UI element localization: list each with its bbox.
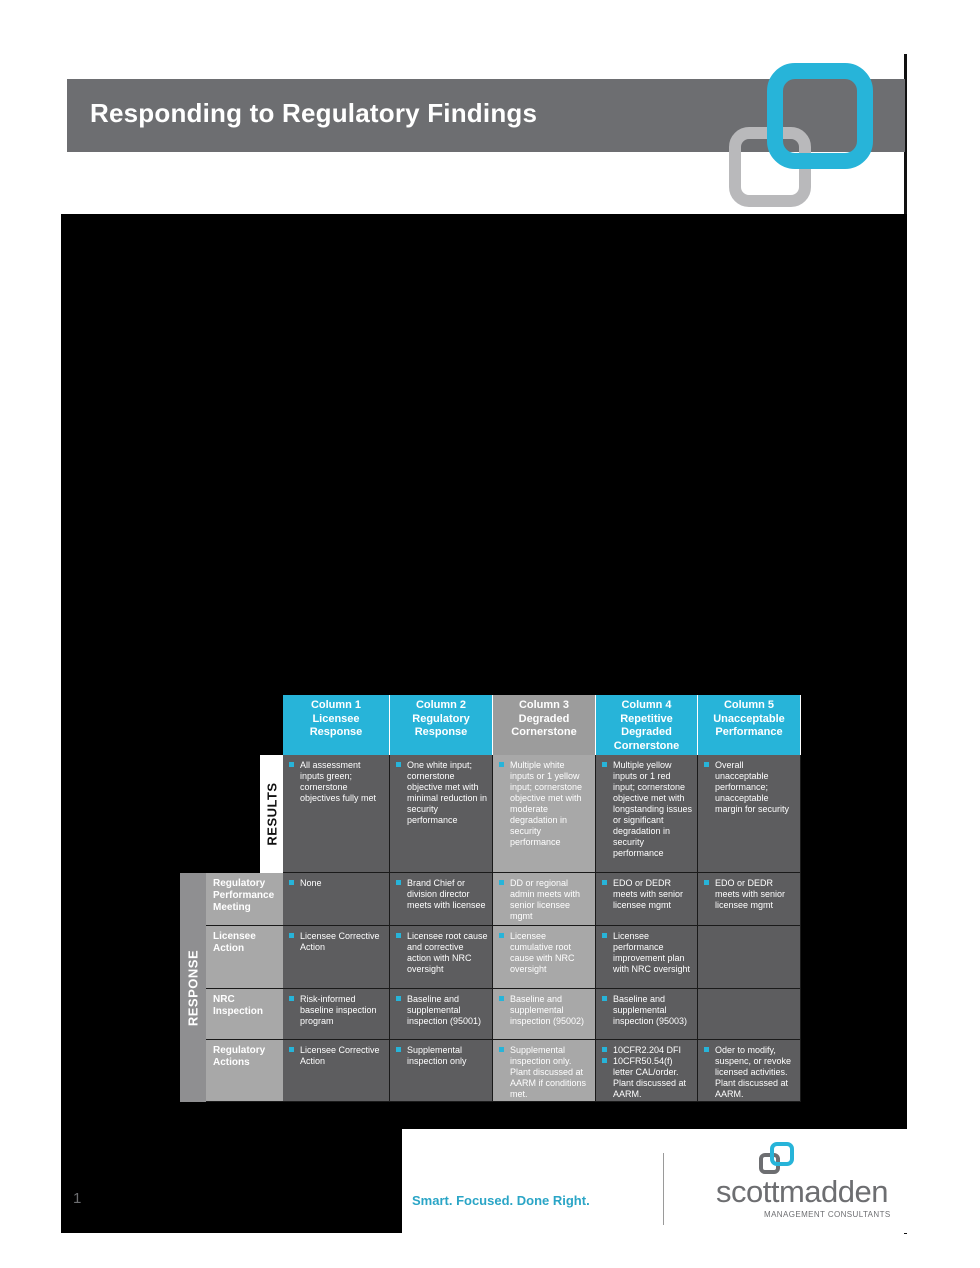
cell-bullet-text: Licensee performance improvement plan with NRC oversight xyxy=(602,931,693,975)
cell-bullet-text: Licensee Corrective Action xyxy=(289,1045,385,1067)
response-cell xyxy=(596,873,698,926)
response-cell xyxy=(283,989,390,1040)
brand-name: scottmadden xyxy=(716,1174,888,1209)
cell-bullet-text: 10CFR2.204 DFI xyxy=(602,1045,693,1056)
response-cell xyxy=(283,873,390,926)
cell-bullet-text: DD or regional admin meets with senior licensee mgmt xyxy=(499,878,591,922)
column-header-2: Column 2 Regulatory Response xyxy=(390,695,493,755)
response-label-text: RESPONSE xyxy=(185,949,201,1026)
response-cell xyxy=(390,989,493,1040)
response-section-label xyxy=(180,873,206,1102)
results-label-text: RESULTS xyxy=(264,782,279,846)
page-title: Responding to Regulatory Findings xyxy=(90,98,538,128)
results-cell-col5 xyxy=(698,755,801,873)
response-cell xyxy=(493,1040,596,1102)
cell-bullet-text: EDO or DEDR meets with senior licensee mgmt xyxy=(602,878,693,911)
cell-bullet-text: All assessment inputs green; cornerstone objectives fully met xyxy=(289,760,385,804)
tagline: Smart. Focused. Done Right. xyxy=(412,1193,590,1208)
cell-bullet-text: Multiple white inputs or 1 yellow input; cornerstone objective met with moderate degradation in security performance xyxy=(499,760,591,848)
response-cell xyxy=(390,926,493,989)
results-cell-col2 xyxy=(390,755,493,873)
response-cell xyxy=(283,926,390,989)
cell-bullet-text: Supplemental inspection only. Plant discussed at AARM if conditions met. xyxy=(499,1045,591,1100)
response-cell xyxy=(596,989,698,1040)
cell-bullet-text: Licensee cumulative root cause with NRC oversight xyxy=(499,931,591,975)
column-header-1: Column 1 Licensee Response xyxy=(283,695,390,755)
response-row-label: Regulatory Actions xyxy=(206,1040,283,1102)
results-cell-col4 xyxy=(596,755,698,873)
cell-bullet-text: Multiple yellow inputs or 1 red input; cornerstone objective met with longstanding issues or significant degradation in security performance xyxy=(602,760,693,859)
response-cell xyxy=(698,873,801,926)
response-cell xyxy=(390,873,493,926)
cell-bullet-text: EDO or DEDR meets with senior licensee mgmt xyxy=(704,878,796,911)
cell-bullet-text: Licensee Corrective Action xyxy=(289,931,385,953)
column-header-3: Column 3 Degraded Cornerstone xyxy=(493,695,596,755)
column-header-4: Column 4 Repetitive Degraded Cornerstone xyxy=(596,695,698,755)
footer-branding xyxy=(402,1129,907,1233)
cell-bullet-text: Baseline and supplemental inspection (95001) xyxy=(396,994,488,1027)
response-cell xyxy=(698,989,801,1040)
cell-bullet-text: None xyxy=(289,878,385,889)
cell-bullet-text: 10CFR50.54(f) letter CAL/order. Plant discussed at AARM. xyxy=(602,1056,693,1100)
column-header-5: Column 5 Unacceptable Performance xyxy=(698,695,801,755)
response-cell xyxy=(698,1040,801,1102)
response-cell xyxy=(493,989,596,1040)
response-cell xyxy=(493,926,596,989)
response-row-label: NRC Inspection xyxy=(206,989,283,1040)
results-cell-col1 xyxy=(283,755,390,873)
response-cell xyxy=(698,926,801,989)
cell-bullet-text: Brand Chief or division director meets with licensee xyxy=(396,878,488,911)
response-row-label: Regulatory Performance Meeting xyxy=(206,873,283,926)
cell-bullet-text: Oder to modify, suspenc, or revoke licensed activities. Plant discussed at AARM. xyxy=(704,1045,796,1100)
cell-bullet-text: One white input; cornerstone objective met with minimal reduction in security performance xyxy=(396,760,488,826)
response-cell xyxy=(596,1040,698,1102)
response-cell xyxy=(390,1040,493,1102)
response-cell xyxy=(493,873,596,926)
cell-bullet-text: Risk-informed baseline inspection program xyxy=(289,994,385,1027)
footer-divider xyxy=(663,1153,664,1225)
cell-bullet-text: Overall unacceptable performance; unacceptable margin for security xyxy=(704,760,796,815)
results-cell-col3 xyxy=(493,755,596,873)
response-row-label: Licensee Action xyxy=(206,926,283,989)
response-cell xyxy=(596,926,698,989)
page-number: 1 xyxy=(73,1190,82,1207)
results-row-label xyxy=(260,755,283,873)
cell-bullet-text: Baseline and supplemental inspection (95003) xyxy=(602,994,693,1027)
brand-subtitle: MANAGEMENT CONSULTANTS xyxy=(764,1210,891,1219)
cell-bullet-text: Baseline and supplemental inspection (95002) xyxy=(499,994,591,1027)
cell-bullet-text: Supplemental inspection only xyxy=(396,1045,488,1067)
cell-bullet-text: Licensee root cause and corrective action with NRC oversight xyxy=(396,931,488,975)
response-cell xyxy=(283,1040,390,1102)
